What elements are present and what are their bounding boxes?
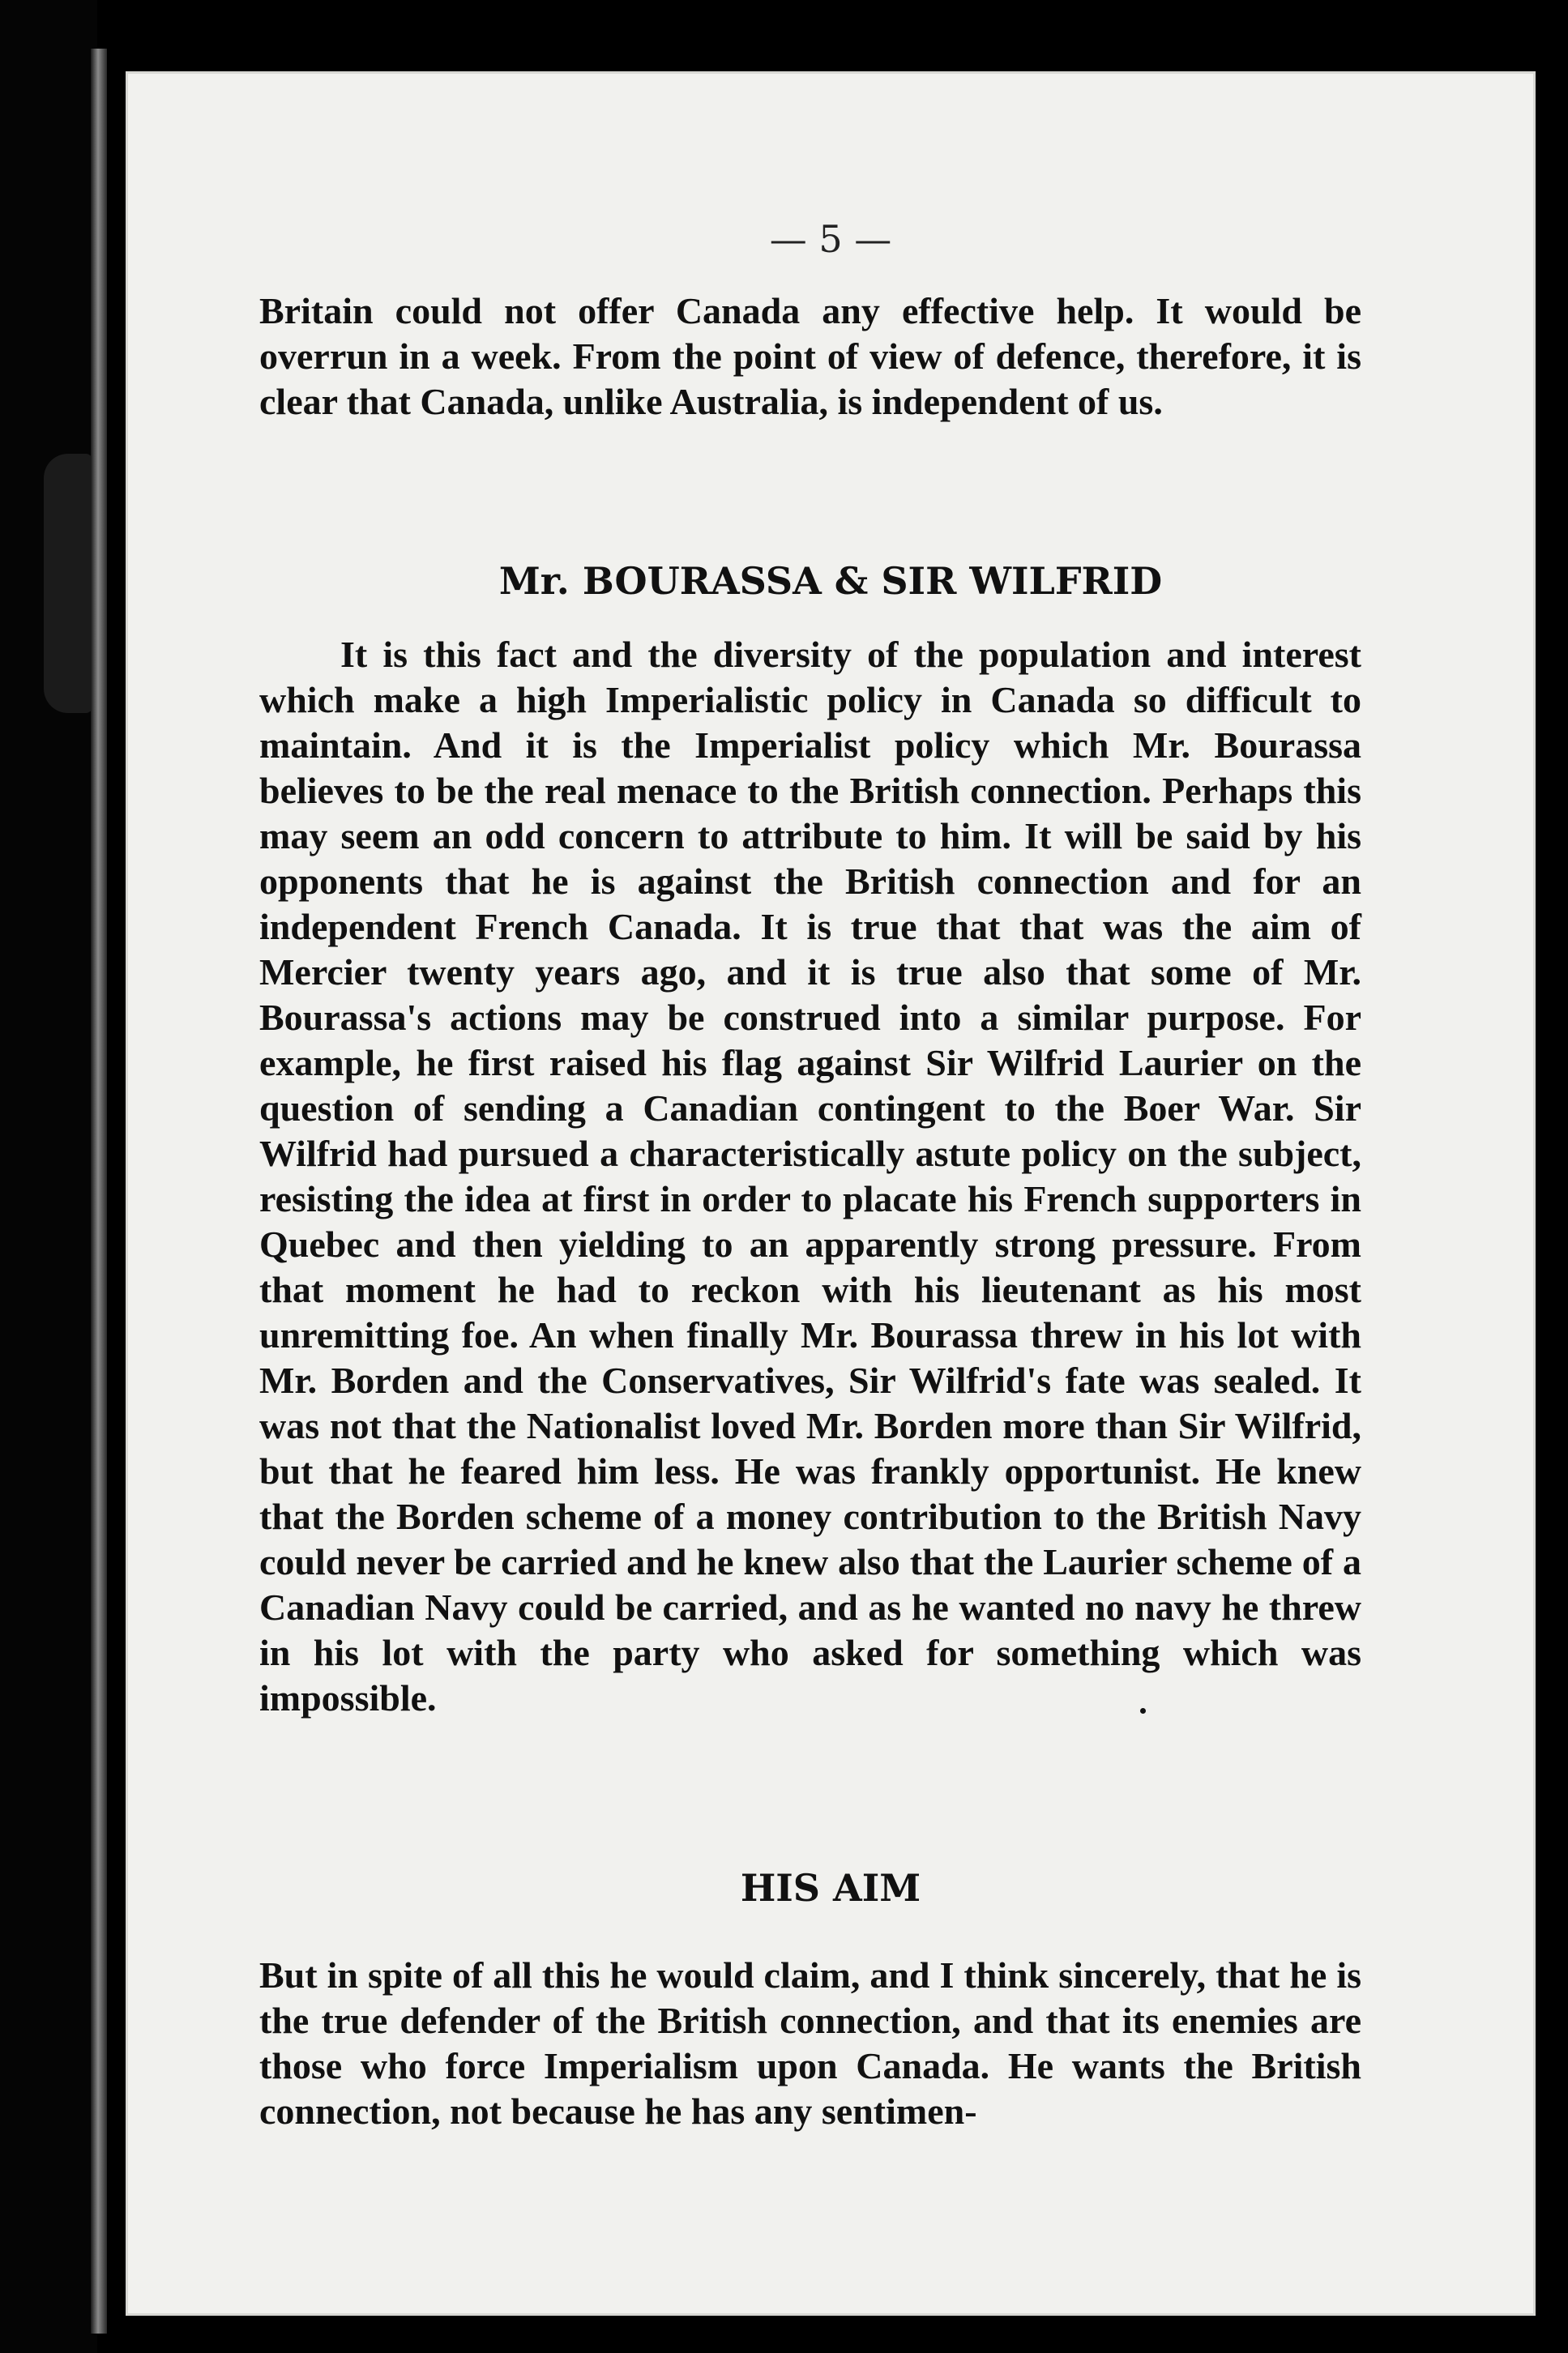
scan-background <box>0 0 97 2353</box>
paragraph-bourassa: It is this fact and the diversity of the population and interest which make a high Imperialistic policy in Canada so difficult to maintain. And it is the Imperialist policy which Mr. Bourassa believes to be the real menace to the British connection. Perhaps this may seem an odd concern to attribute to him. It will be said by his opponents that he is against the British connection and for an independent French Canada. It is true that that was the aim of Mercier twenty years ago, and it is true also that some of Mr. Bourassa's actions may be construed into a similar purpose. For example, he first raised his flag against Sir Wilfrid Laurier on the question of sending a Canadian contingent to the Boer War. Sir Wilfrid had pursued a characteristically astute policy on the subject, resisting the idea at first in order to placate his French supporters in Quebec and then yielding to an apparently strong pressure. From that moment he had to reckon with his lieutenant as his most unremitting foe. An when finally Mr. Bourassa threw in his lot with Mr. Borden and the Conservatives, Sir Wilfrid's fate was sealed. It was not that the Nationalist loved Mr. Borden more than Sir Wilfrid, but that he feared him less. He was frankly opportunist. He knew that the Borden scheme of a money contribution to the British Navy could never be carried and he knew also that the Laurier scheme of a Canadian Navy could be carried, and as he wanted no navy he threw in his lot with the party who asked for something which was impossible. <box>259 634 1361 1719</box>
document-page <box>126 71 1536 2316</box>
page-number: — 5 — <box>769 217 892 261</box>
section-heading-bourassa: Mr. BOURASSA & SIR WILFRID <box>498 559 1163 603</box>
section-heading-aim: HIS AIM <box>740 1866 921 1910</box>
binding-shadow <box>44 454 92 713</box>
ink-speck <box>1140 1708 1146 1714</box>
paragraph-aim: But in spite of all this he would claim, and I think sincerely, that he is the true defender of the British connection, and that its enemies are those who force Imperialism upon Canada. He wants the British connection, not because he has any sentimen- <box>259 1954 1361 2132</box>
page-binding-edge <box>91 49 107 2334</box>
paragraph-defence: Britain could not offer Canada any effective help. It would be overrun in a week. From the point of view of defence, therefore, it is clear that Canada, unlike Australia, is independent of us. <box>259 290 1361 422</box>
